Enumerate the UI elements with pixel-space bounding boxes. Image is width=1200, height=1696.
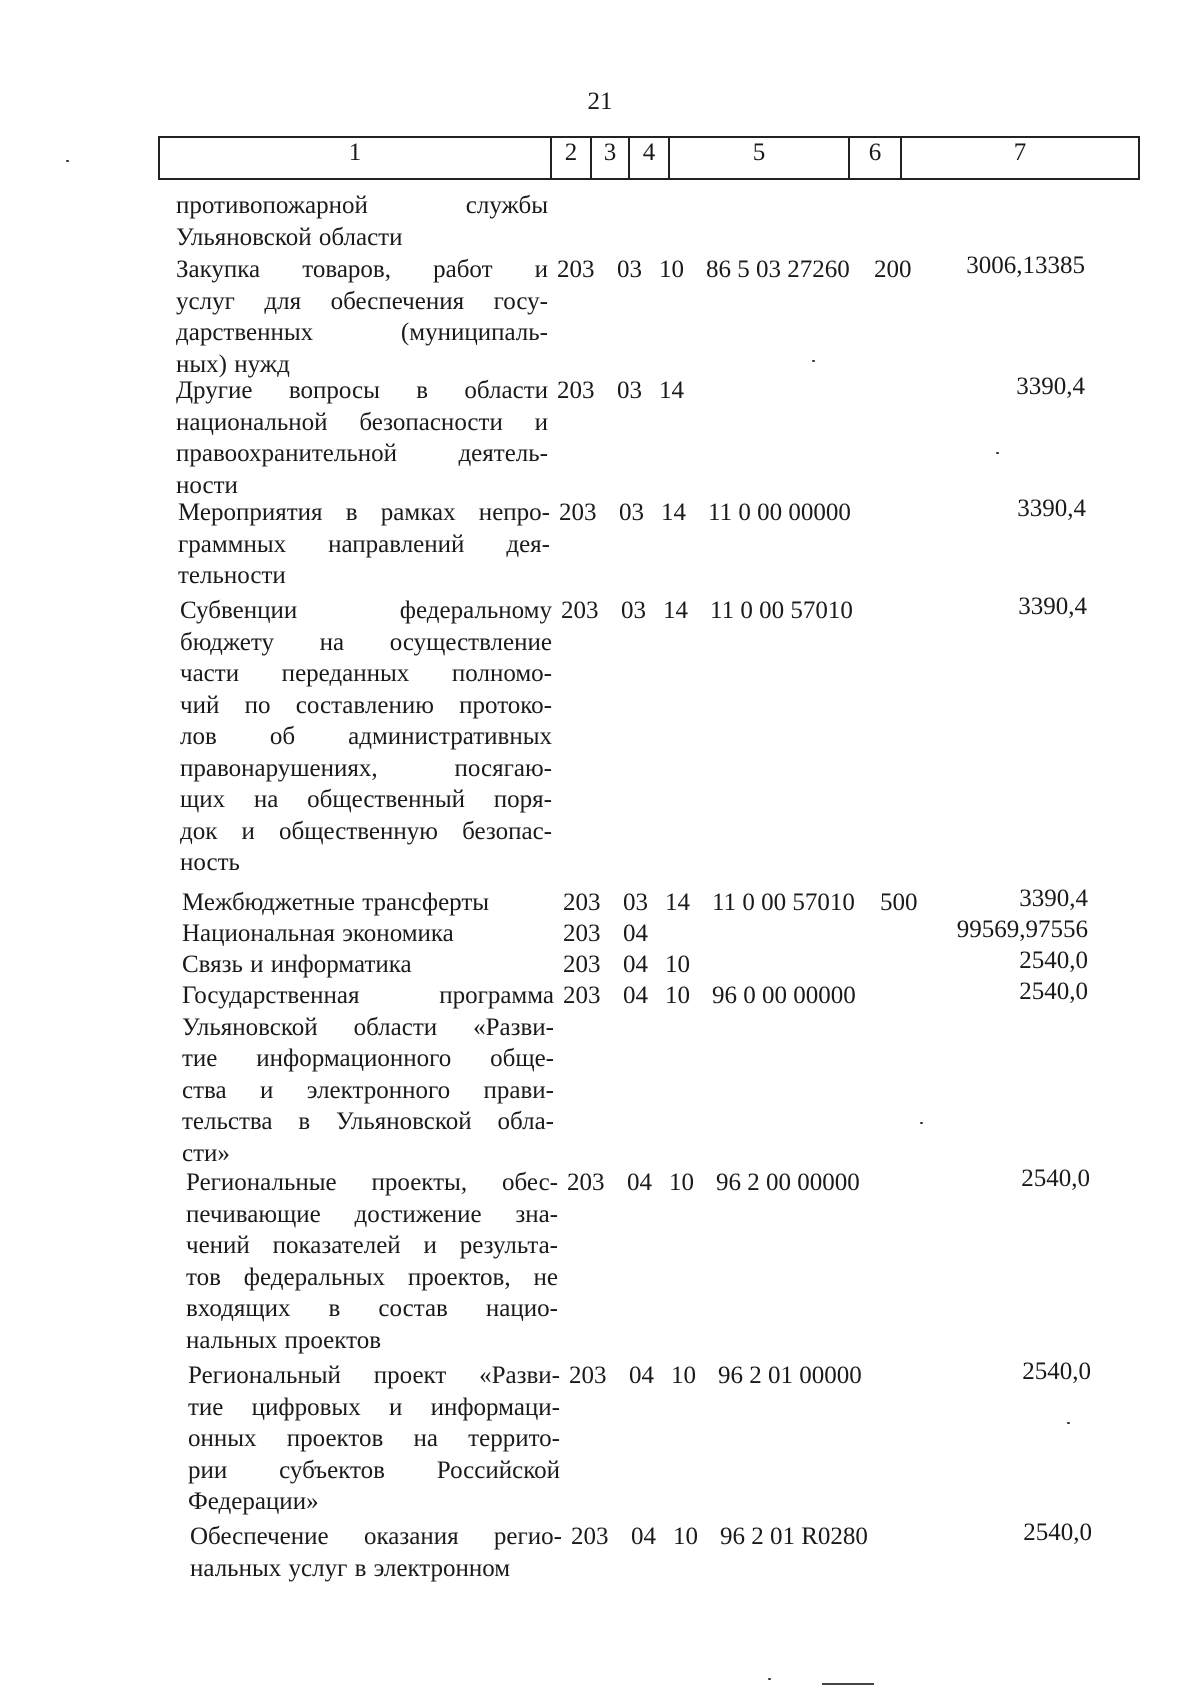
- description-line: чий по составлению протоко-: [180, 691, 552, 719]
- description-line: правонарушениях, посягаю-: [180, 754, 552, 782]
- description-line: противопожарной службы: [176, 192, 548, 219]
- cell-col-5: 96 2 01 R0280: [720, 1523, 868, 1550]
- description-line: рии субъектов Российской: [188, 1456, 560, 1484]
- scan-speck: [996, 452, 999, 454]
- cell-col-2: 203: [557, 377, 595, 404]
- cell-amount: 2540,0: [1022, 1358, 1091, 1385]
- description-line: Связь и информатика: [182, 951, 412, 978]
- description-line: тов федеральных проектов, не: [186, 1263, 558, 1291]
- description-line: тельности: [178, 562, 286, 589]
- description-line: нальных услуг в электронном: [190, 1554, 511, 1582]
- cell-col-4: 14: [665, 889, 690, 916]
- cell-col-5: 11 0 00 57010: [712, 889, 855, 916]
- cell-col-6: 200: [874, 256, 912, 283]
- cell-col-5: 11 0 00 00000: [708, 499, 851, 526]
- cell-amount: 2540,0: [1023, 1519, 1092, 1546]
- description-line: ность: [180, 849, 240, 876]
- description-line: тельства в Ульяновской обла-: [182, 1108, 554, 1135]
- scan-dash: [822, 1683, 874, 1685]
- header-col-1: 1: [160, 138, 552, 178]
- description-line: Ульяновской области «Разви-: [182, 1013, 554, 1041]
- cell-col-4: 10: [659, 256, 684, 283]
- description-line: правоохранительной деятель-: [176, 440, 548, 467]
- cell-col-3: 03: [617, 256, 642, 283]
- description-line: онных проектов на террито-: [188, 1425, 560, 1452]
- cell-col-5: 96 2 00 00000: [716, 1169, 860, 1196]
- cell-col-2: 203: [559, 499, 597, 526]
- cell-col-3: 04: [627, 1169, 652, 1196]
- cell-col-2: 203: [561, 597, 599, 624]
- scan-speck: [768, 1678, 771, 1680]
- description-line: Региональный проект «Разви-: [188, 1362, 560, 1389]
- row-description: [182, 949, 554, 981]
- description-line: бюджету на осуществление: [180, 628, 552, 656]
- description-line: лов об административных: [180, 723, 552, 750]
- description-line: тие цифровых и информаци-: [188, 1393, 560, 1421]
- row-description: [182, 887, 554, 919]
- description-line: чений показателей и результа-: [186, 1232, 558, 1259]
- description-line: Другие вопросы в области: [176, 377, 548, 404]
- cell-col-4: 14: [659, 377, 684, 404]
- description-line: дарственных (муниципаль-: [176, 319, 548, 346]
- cell-amount: 3006,13385: [966, 252, 1085, 279]
- cell-col-5: 86 5 03 27260: [706, 256, 850, 283]
- cell-col-4: 10: [665, 951, 690, 978]
- page-number: 21: [587, 88, 613, 115]
- description-line: услуг для обеспечения госу-: [176, 287, 548, 315]
- row-description: [180, 595, 552, 879]
- cell-col-2: 203: [563, 951, 601, 978]
- header-col-4: 4: [630, 138, 670, 178]
- table-header: [158, 136, 1140, 180]
- description-line: национальной безопасности и: [176, 408, 548, 436]
- cell-col-4: 14: [661, 499, 686, 526]
- cell-amount: 2540,0: [1019, 978, 1088, 1005]
- cell-col-5: 96 0 00 00000: [712, 982, 856, 1009]
- description-line: ства и электронного прави-: [182, 1076, 554, 1104]
- cell-col-3: 04: [629, 1362, 654, 1389]
- description-line: Межбюджетные трансферты: [182, 889, 490, 916]
- cell-col-2: 203: [563, 889, 601, 916]
- scan-speck: [812, 360, 815, 362]
- cell-col-3: 03: [617, 377, 642, 404]
- description-line: Региональные проекты, обес-: [186, 1169, 558, 1196]
- cell-amount: 3390,4: [1019, 885, 1088, 912]
- scan-speck: [66, 160, 69, 162]
- cell-amount: 3390,4: [1018, 593, 1087, 620]
- cell-col-3: 03: [621, 597, 646, 624]
- cell-amount: 3390,4: [1017, 495, 1086, 522]
- cell-col-3: 04: [623, 982, 648, 1009]
- row-description: [182, 980, 554, 1169]
- cell-col-4: 14: [663, 597, 688, 624]
- row-description: [182, 918, 554, 950]
- cell-col-2: 203: [567, 1169, 605, 1196]
- row-description: [178, 497, 550, 592]
- cell-col-3: 04: [631, 1523, 656, 1550]
- cell-col-5: 11 0 00 57010: [710, 597, 853, 624]
- description-line: ности: [176, 471, 238, 499]
- description-line: Закупка товаров, работ и: [176, 256, 548, 283]
- header-col-7: 7: [1013, 139, 1027, 166]
- description-line: входящих в состав нацио-: [186, 1295, 558, 1322]
- cell-col-3: 04: [623, 951, 648, 978]
- description-line: тие информационного обще-: [182, 1045, 554, 1072]
- row-description: [186, 1167, 558, 1356]
- row-description: [188, 1360, 560, 1518]
- description-line: док и общественную безопас-: [180, 817, 552, 845]
- row-description: [176, 375, 548, 501]
- cell-amount: 99569,97556: [956, 916, 1088, 943]
- row-description: [190, 1521, 562, 1584]
- cell-col-2: 203: [571, 1523, 609, 1550]
- header-col-2: 2: [552, 138, 592, 178]
- cell-col-4: 10: [669, 1169, 694, 1196]
- cell-col-2: 203: [563, 982, 601, 1009]
- cell-col-6: 500: [880, 889, 918, 916]
- cell-col-5: 96 2 01 00000: [718, 1362, 862, 1389]
- cell-col-3: 03: [619, 499, 644, 526]
- scan-speck: [920, 1122, 923, 1124]
- description-line: щих на общественный поря-: [180, 786, 552, 813]
- description-line: граммных направлений дея-: [178, 530, 550, 558]
- description-line: Ульяновской области: [176, 223, 403, 251]
- cell-amount: 2540,0: [1019, 947, 1088, 974]
- description-line: печивающие достижение зна-: [186, 1200, 558, 1228]
- description-line: части переданных полномо-: [180, 660, 552, 687]
- cell-col-2: 203: [563, 920, 601, 947]
- description-line: Государственная программа: [182, 982, 554, 1009]
- description-line: Обеспечение оказания регио-: [190, 1523, 562, 1550]
- header-col-3: 3: [592, 138, 630, 178]
- header-col-5: 5: [670, 138, 850, 178]
- description-line: Субвенции федеральному: [180, 597, 552, 624]
- cell-col-2: 203: [557, 256, 595, 283]
- cell-amount: 3390,4: [1016, 373, 1085, 400]
- cell-col-3: 03: [623, 889, 648, 916]
- description-line: ных) нужд: [176, 350, 290, 378]
- cell-col-4: 10: [671, 1362, 696, 1389]
- description-line: Национальная экономика: [182, 920, 454, 947]
- description-line: Мероприятия в рамках непро-: [178, 499, 550, 526]
- description-line: нальных проектов: [186, 1326, 381, 1354]
- row-description: [176, 254, 548, 380]
- cell-col-4: 10: [673, 1523, 698, 1550]
- cell-col-2: 203: [569, 1362, 607, 1389]
- cell-amount: 2540,0: [1021, 1165, 1090, 1192]
- cell-col-4: 10: [665, 982, 690, 1009]
- header-col-6: 6: [850, 138, 902, 178]
- description-line: сти»: [182, 1139, 230, 1167]
- scan-speck: [1067, 1422, 1070, 1424]
- cell-col-3: 04: [623, 920, 648, 947]
- description-line: Федерации»: [188, 1488, 319, 1515]
- row-description: [176, 190, 548, 253]
